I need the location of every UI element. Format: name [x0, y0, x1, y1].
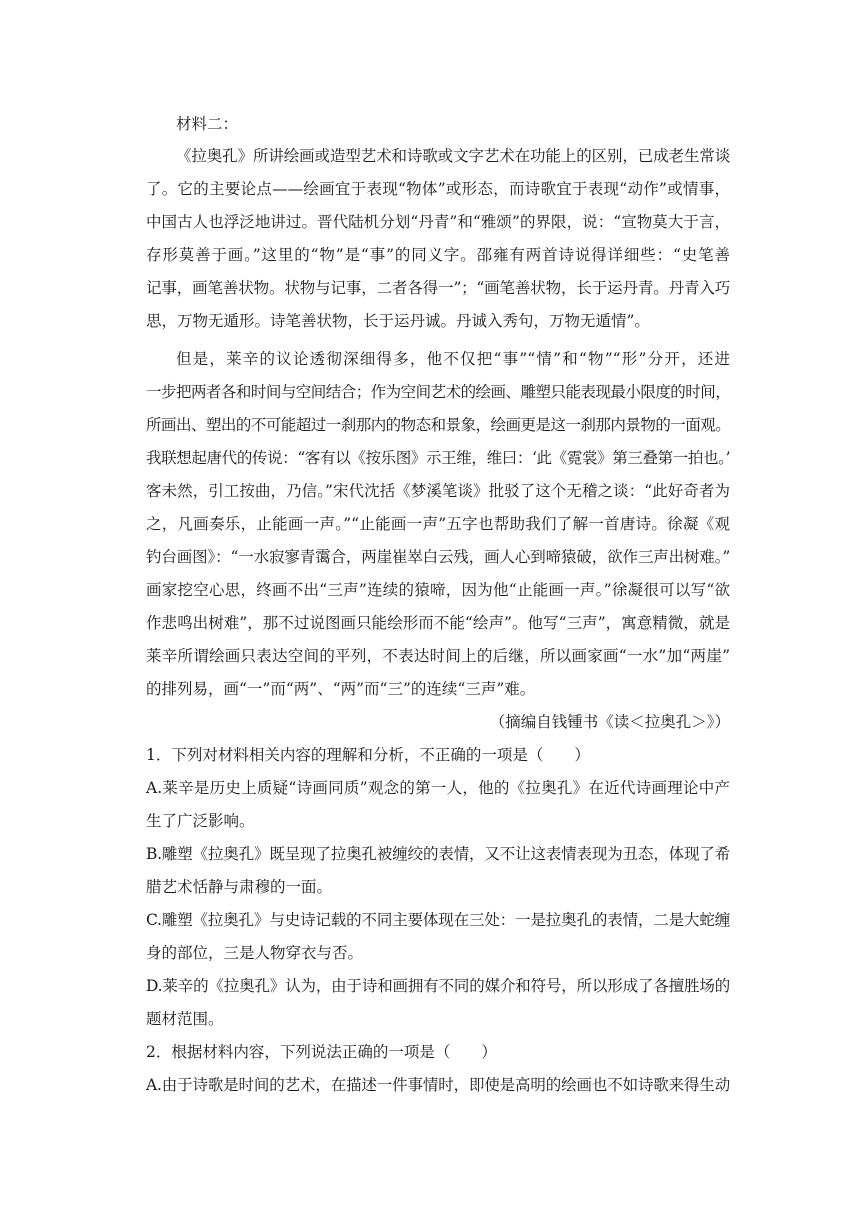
question-1-option-d: D.莱辛的《拉奥孔》认为，由于诗和画拥有不同的媒介和符号，所以形成了各擅胜场的 [146, 977, 730, 995]
paragraph-2-line: 所画出、塑出的不可能超过一刹那内的物态和景象，绘画更是这一刹那内景物的一面观。 [146, 416, 730, 434]
paragraph-2-line: 的排列易，画“一”而“两”、“两”而“三”的连续“三声”难。 [146, 680, 536, 698]
paragraph-2-line: 钓台画图》：“一水寂寥青霭合，两崖崔崒白云残，画人心到啼猿破，欲作三声出树难。” [146, 548, 730, 566]
section-heading: 材料二： [176, 115, 239, 133]
paragraph-1-line: 存形莫善于画。”这里的“物”是“事”的同义字。邵雍有两首诗说得详细些：“史笔善 [146, 246, 730, 264]
question-1-option-c-cont: 身的部位，三是人物穿衣与否。 [146, 944, 364, 962]
paragraph-2-line: 莱辛所谓绘画只表达空间的平列，不表达时间上的后继，所以画家画“一水”加“两崖” [146, 647, 730, 665]
question-1-option-c: C.雕塑《拉奥孔》与史诗记载的不同主要体现在三处：一是拉奥孔的表情，二是大蛇缠 [146, 911, 730, 929]
question-1-option-d-cont: 题材范围。 [146, 1010, 224, 1028]
paragraph-2-line: 之，凡画奏乐，止能画一声。”“止能画一声”五字也帮助我们了解一首唐诗。徐凝《观 [146, 515, 730, 533]
paragraph-2-line: 客未然，引工按曲，乃信。”宋代沈括《梦溪笔谈》批驳了这个无稽之谈：“此好奇者为 [146, 482, 730, 500]
question-2-option-a: A.由于诗歌是时间的艺术，在描述一件事情时，即使是高明的绘画也不如诗歌来得生动 [146, 1076, 730, 1094]
paragraph-1-line: 中国古人也浮泛地讲过。晋代陆机分划“丹青”和“雅颂”的界限，说：“宣物莫大于言， [146, 213, 730, 231]
question-2-stem: 2．根据材料内容，下列说法正确的一项是（ ） [146, 1043, 497, 1061]
paragraph-1-line: 记事，画笔善状物。状物与记事，二者各得一”；“画笔善状物，长于运丹青。丹青入巧 [146, 279, 730, 297]
question-1-option-b: B.雕塑《拉奥孔》既呈现了拉奥孔被缠绞的表情，又不让这表情表现为丑态，体现了希 [146, 845, 730, 863]
paragraph-1-line: 《拉奥孔》所讲绘画或造型艺术和诗歌或文字艺术在功能上的区别，已成老生常谈 [176, 147, 730, 165]
question-1-option-a-cont: 生了广泛影响。 [146, 812, 255, 830]
paragraph-2-line: 一步把两者各和时间与空间结合；作为空间艺术的绘画、雕塑只能表现最小限度的时间， [146, 383, 730, 401]
paragraph-2-line: 作悲鸣出树难”，那不过说图画只能绘形而不能“绘声”。他写“三声”，寓意精微，就是 [146, 614, 730, 632]
paragraph-2-line: 但是，莱辛的议论透彻深细得多，他不仅把“事”“情”和“物”“形”分开，还进 [176, 350, 730, 368]
paragraph-2-line: 我联想起唐代的传说：“客有以《按乐图》示王维，维曰：‘此《霓裳》第三叠第一拍也。’ [146, 449, 730, 467]
question-1-option-a: A.莱辛是历史上质疑“诗画同质”观念的第一人，他的《拉奥孔》在近代诗画理论中产 [146, 779, 730, 797]
question-1-option-b-cont: 腊艺术恬静与肃穆的一面。 [146, 878, 333, 896]
paragraph-1-line: 思，万物无遁形。诗笔善状物，长于运丹诚。丹诚入秀句，万物无遁情”。 [146, 312, 650, 330]
question-1-stem: 1．下列对材料相关内容的理解和分析，不正确的一项是（ ） [146, 746, 590, 764]
paragraph-2-line: 画家挖空心思，终画不出“三声”连续的猿啼，因为他“止能画一声。”徐凝很可以写“欲 [146, 581, 730, 599]
paragraph-1-line: 了。它的主要论点——绘画宜于表现“物体”或形态，而诗歌宜于表现“动作”或情事， [146, 180, 730, 198]
source-citation: （摘编自钱锺书《读＜拉奥孔＞》） [489, 713, 730, 731]
